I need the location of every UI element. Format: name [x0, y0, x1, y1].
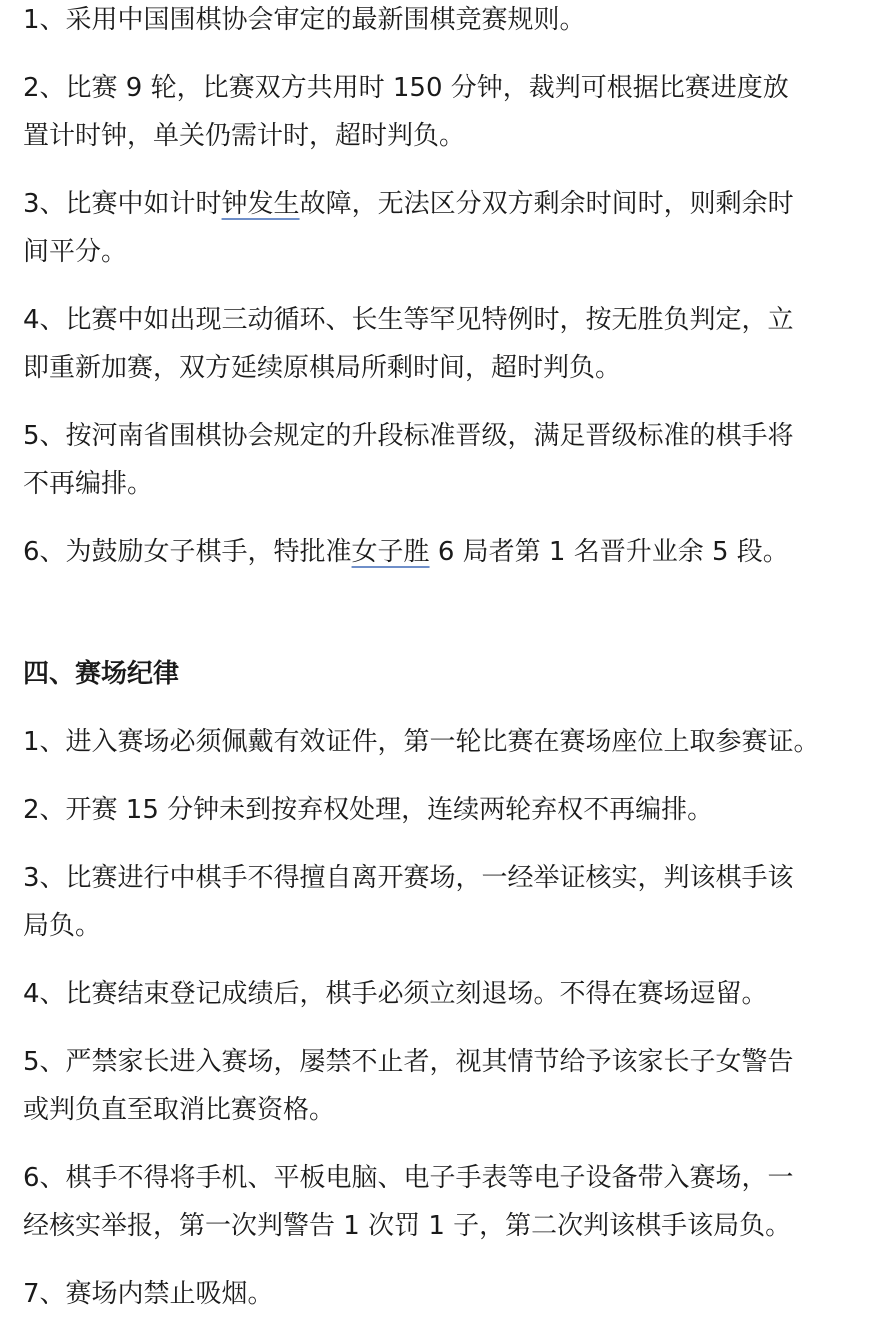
- rule-2-line-2: 置计时钟，单关仍需计时，超时判负。: [23, 121, 466, 151]
- rule-5: [23, 412, 794, 508]
- discipline-5: [23, 1038, 794, 1134]
- discipline-4-line-1: 4、比赛结束登记成绩后，棋手必须立刻退场。不得在赛场逗留。: [23, 979, 768, 1009]
- rule-1-line-1: 1、采用中国围棋协会审定的最新围棋竞赛规则。: [23, 5, 586, 35]
- discipline-3: [23, 854, 794, 950]
- discipline-5-line-2: 或判负直至取消比赛资格。: [23, 1095, 336, 1125]
- discipline-6-line-2: 经核实举报，第一次判警告 1 次罚 1 子，第二次判该棋手该局负。: [23, 1211, 792, 1241]
- discipline-6: [23, 1154, 794, 1250]
- rule-4: [23, 296, 794, 392]
- rule-3-underlined-text: 钟发生: [221, 189, 300, 219]
- discipline-3-line-2: 局负。: [23, 911, 102, 941]
- discipline-7-line-1: 7、赛场内禁止吸烟。: [23, 1279, 274, 1309]
- rule-3-line-1: [23, 180, 794, 228]
- discipline-1: [23, 718, 820, 766]
- discipline-1-line-1: 1、进入赛场必须佩戴有效证件，第一轮比赛在赛场座位上取参赛证。: [23, 727, 820, 757]
- rule-6-underlined-text: 女子胜: [351, 537, 430, 567]
- rule-5-line-1: 5、按河南省围棋协会规定的升段标准晋级，满足晋级标准的棋手将: [23, 421, 794, 451]
- rule-4-line-2: 即重新加赛，双方延续原棋局所剩时间，超时判负。: [23, 353, 622, 383]
- rule-5-line-2: 不再编排。: [23, 469, 154, 499]
- rule-3: [23, 180, 794, 276]
- discipline-6-line-1: 6、棋手不得将手机、平板电脑、电子手表等电子设备带入赛场，一: [23, 1163, 794, 1193]
- discipline-2-line-1: 2、开赛 15 分钟未到按弃权处理，连续两轮弃权不再编排。: [23, 795, 714, 825]
- section-heading: 四、赛场纪律: [23, 659, 180, 689]
- rule-6-text-after: 6 局者第 1 名晋升业余 5 段。: [429, 537, 789, 567]
- rule-2-line-1: 2、比赛 9 轮，比赛双方共用时 150 分钟，裁判可根据比赛进度放: [23, 73, 789, 103]
- discipline-2: [23, 786, 713, 834]
- rule-1: [23, 0, 586, 44]
- rule-3-text-after: 故障，无法区分双方剩余时间时，则剩余时: [299, 189, 794, 219]
- rule-6: [23, 528, 789, 576]
- rule-6-text-before: 6、为鼓励女子棋手，特批准: [23, 537, 352, 567]
- discipline-4: [23, 970, 768, 1018]
- discipline-5-line-1: 5、严禁家长进入赛场，屡禁不止者，视其情节给予该家长子女警告: [23, 1047, 794, 1077]
- rule-2: [23, 64, 789, 160]
- rule-6-line-1: [23, 528, 789, 576]
- rule-4-line-1: 4、比赛中如出现三动循环、长生等罕见特例时，按无胜负判定，立: [23, 305, 794, 335]
- rule-3-line-2: 间平分。: [23, 237, 128, 267]
- discipline-7: [23, 1270, 274, 1318]
- rule-3-text-before: 3、比赛中如计时: [23, 189, 222, 219]
- discipline-3-line-1: 3、比赛进行中棋手不得擅自离开赛场，一经举证核实，判该棋手该: [23, 863, 794, 893]
